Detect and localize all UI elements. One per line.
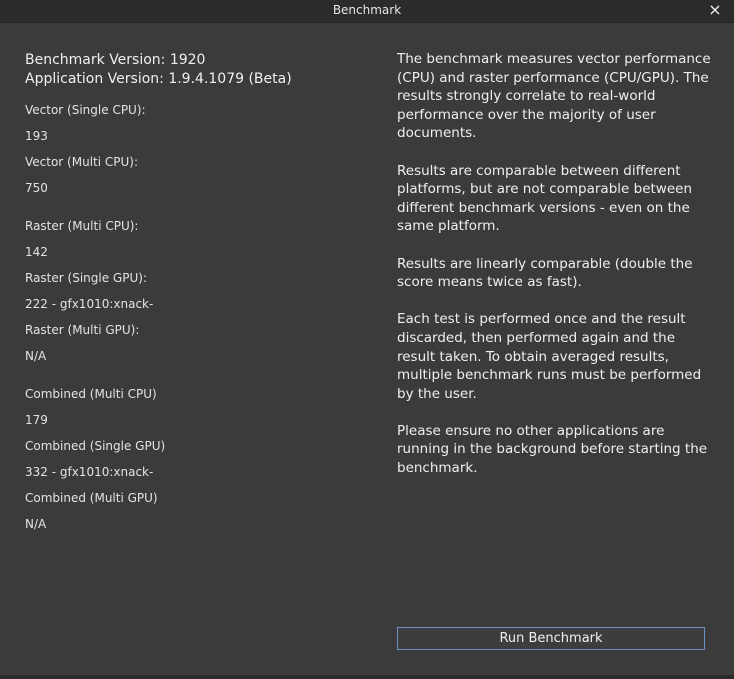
result-label: Combined (Multi CPU): [25, 387, 157, 401]
result-label: Raster (Multi CPU):: [25, 219, 139, 233]
description-paragraph: Results are comparable between different platforms, but are not comparable between different benchmark versions - even on the same platform.: [397, 162, 693, 235]
result-label: Vector (Single CPU):: [25, 103, 146, 117]
result-value: 142: [25, 245, 48, 259]
window-title: Benchmark: [332, 3, 402, 17]
description-paragraph: Results are linearly comparable (double the score means twice as fast).: [397, 255, 693, 291]
description-panel: [397, 50, 712, 496]
title-bar: [0, 0, 734, 23]
result-value: N/A: [25, 349, 47, 363]
result-label: Vector (Multi CPU):: [25, 155, 139, 169]
result-label: Raster (Single GPU):: [25, 271, 147, 285]
dialog-content: [0, 23, 734, 675]
results-panel: [25, 51, 355, 541]
result-label: Raster (Multi GPU):: [25, 323, 140, 337]
description-paragraph: Each test is performed once and the result discarded, then performed again and the result taken. To obtain averaged results, multiple benchmark runs must be performed by the user.: [397, 311, 702, 402]
run-benchmark-button[interactable]: Run Benchmark: [397, 627, 705, 650]
result-label: Combined (Single GPU): [25, 439, 166, 453]
result-label: Combined (Multi GPU): [25, 491, 158, 505]
application-version: Application Version: 1.9.4.1079 (Beta): [25, 71, 292, 87]
result-value: 332 - gfx1010:xnack-: [25, 465, 154, 479]
window-bottom-edge: [0, 675, 734, 679]
vector-results: [25, 101, 355, 205]
result-value: 179: [25, 413, 48, 427]
result-value: 750: [25, 181, 48, 195]
benchmark-version: Benchmark Version: 1920: [25, 52, 206, 68]
result-value: N/A: [25, 517, 47, 531]
combined-results: [25, 385, 355, 541]
description-paragraph: Please ensure no other applications are running in the background before starting the benchmark.: [397, 422, 708, 477]
result-value: 193: [25, 129, 48, 143]
raster-results: [25, 217, 355, 373]
result-value: 222 - gfx1010:xnack-: [25, 297, 154, 311]
description-paragraph: The benchmark measures vector performance (CPU) and raster performance (CPU/GPU). The results strongly correlate to real-world performance over the majority of user documents.: [397, 51, 711, 142]
close-icon[interactable]: ×: [708, 0, 722, 19]
